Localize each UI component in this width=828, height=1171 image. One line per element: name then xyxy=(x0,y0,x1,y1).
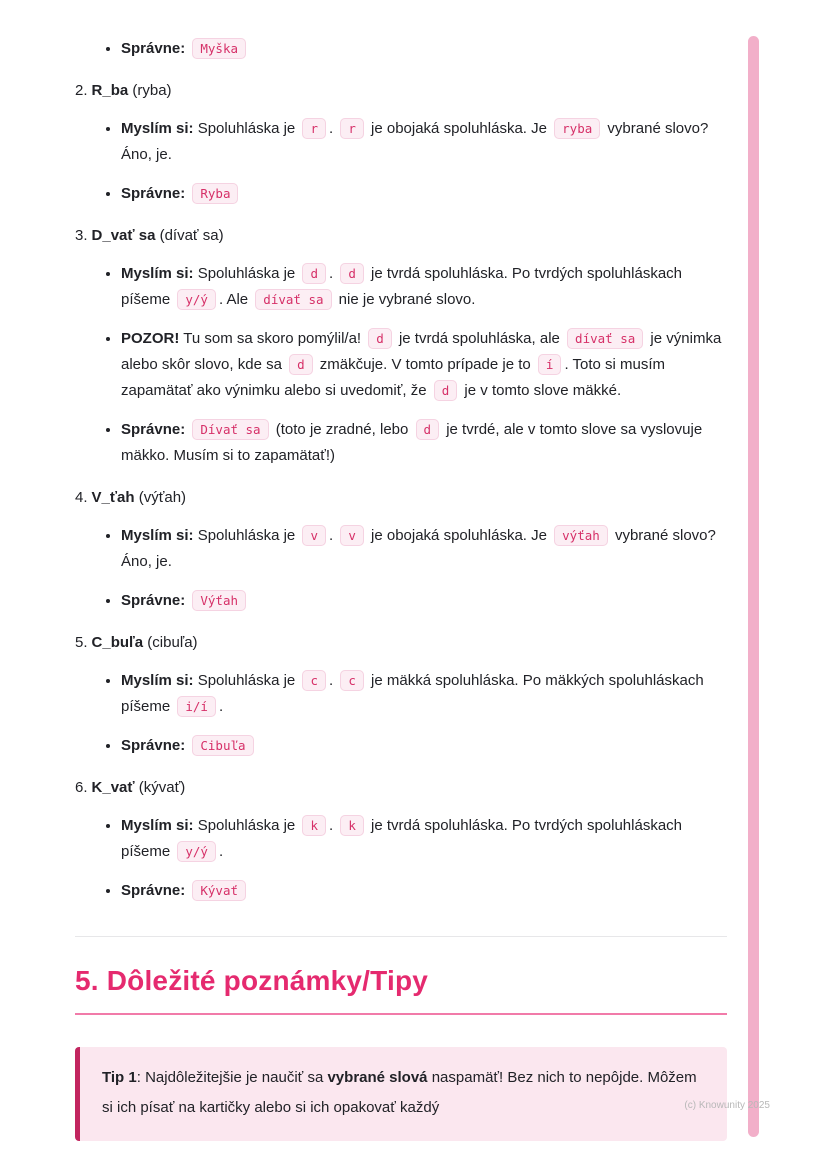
bold-text: Správne: xyxy=(121,882,186,899)
inline-code-badge: Cibuľa xyxy=(192,735,253,756)
inline-code-badge: dívať sa xyxy=(567,328,643,349)
exercise-bullet xyxy=(121,878,727,904)
exercise-item xyxy=(75,630,727,759)
exercise-heading: 5. C_buľa (cibuľa) xyxy=(75,634,198,651)
inline-code-badge: k xyxy=(340,815,364,836)
exercise-item xyxy=(75,485,727,614)
exercise-word: V_ťah xyxy=(91,489,135,506)
exercise-word: C_buľa xyxy=(91,634,144,651)
exercise-bullet: • Myslím si: Spoluhláska je k . k je tvrdá spoluhláska. Po tvrdých spoluhláskach píšeme y/ý . xyxy=(121,813,727,865)
inline-code-badge: v xyxy=(340,525,364,546)
inline-code-badge: r xyxy=(302,118,326,139)
exercise-item xyxy=(75,36,727,62)
inline-code-badge: d xyxy=(289,354,313,375)
inline-code-badge: k xyxy=(302,815,326,836)
exercise-word: R_ba xyxy=(91,82,129,99)
exercise-bullets xyxy=(75,668,727,759)
exercise-bullet xyxy=(121,588,727,614)
exercise-item xyxy=(75,775,727,904)
section-heading: 5. Dôležité poznámky/Tipy xyxy=(75,965,727,1015)
bold-text: Správne: xyxy=(121,592,186,609)
watermark: (c) Knowunity 2025 xyxy=(684,1100,770,1111)
bold-text: POZOR! xyxy=(121,330,180,347)
inline-code-badge: Ryba xyxy=(192,183,238,204)
exercise-bullet: • Myslím si: Spoluhláska je r . r je obojaká spoluhláska. Je ryba vybrané slovo? Áno, je. xyxy=(121,116,727,168)
inline-code-badge: i/í xyxy=(177,696,216,717)
inline-code-badge: d xyxy=(416,419,440,440)
bold-text: Myslím si: xyxy=(121,265,194,282)
exercise-heading: 2. R_ba (ryba) xyxy=(75,82,172,99)
exercise-item xyxy=(75,78,727,207)
exercise-bullets xyxy=(75,523,727,614)
exercise-bullet xyxy=(121,181,727,207)
document-content xyxy=(75,0,727,1141)
inline-code-badge: í xyxy=(538,354,562,375)
bold-text: Myslím si: xyxy=(121,817,194,834)
inline-code-badge: y/ý xyxy=(177,841,216,862)
inline-code-badge: c xyxy=(302,670,326,691)
exercise-heading: 6. K_vať (kývať) xyxy=(75,779,186,796)
inline-code-badge: d xyxy=(368,328,392,349)
exercise-bullets xyxy=(75,116,727,207)
exercise-bullets xyxy=(75,813,727,904)
exercise-item xyxy=(75,223,727,469)
bold-text: Správne: xyxy=(121,40,186,57)
exercise-list xyxy=(75,36,727,904)
exercise-bullet: • Správne: Dívať sa (toto je zradné, lebo d je tvrdé, ale v tomto slove sa vyslovuje mäkko. Musím si to zapamätať!) xyxy=(121,417,727,469)
bold-text: vybrané slová xyxy=(327,1069,428,1086)
exercise-heading: 4. V_ťah (výťah) xyxy=(75,489,187,506)
tip-box xyxy=(75,1047,727,1141)
exercise-bullets xyxy=(75,36,727,62)
inline-code-badge: Myška xyxy=(192,38,246,59)
inline-code-badge: d xyxy=(340,263,364,284)
bold-text: Správne: xyxy=(121,737,186,754)
inline-code-badge: r xyxy=(340,118,364,139)
page-edge-stripe xyxy=(748,36,759,1137)
exercise-number: 4. xyxy=(75,489,88,506)
inline-code-badge: Kývať xyxy=(192,880,246,901)
exercise-bullets xyxy=(75,261,727,469)
bold-text: Správne: xyxy=(121,185,186,202)
exercise-number: 6. xyxy=(75,779,88,796)
inline-code-badge: ryba xyxy=(554,118,600,139)
exercise-word: K_vať xyxy=(91,779,135,796)
exercise-heading: 3. D_vať sa (dívať sa) xyxy=(75,227,224,244)
bold-text: Tip 1 xyxy=(102,1069,137,1086)
inline-code-badge: Dívať sa xyxy=(192,419,268,440)
exercise-bullet: • Myslím si: Spoluhláska je d . d je tvrdá spoluhláska. Po tvrdých spoluhláskach píšeme y/ý . Ale dívať sa nie je vybrané slovo. xyxy=(121,261,727,313)
inline-code-badge: y/ý xyxy=(177,289,216,310)
bold-text: Myslím si: xyxy=(121,672,194,689)
inline-code-badge: d xyxy=(434,380,458,401)
bold-text: Myslím si: xyxy=(121,120,194,137)
exercise-bullet xyxy=(121,36,727,62)
exercise-number: 5. xyxy=(75,634,88,651)
inline-code-badge: c xyxy=(340,670,364,691)
inline-code-badge: d xyxy=(302,263,326,284)
exercise-bullet: • Myslím si: Spoluhláska je v . v je obojaká spoluhláska. Je výťah vybrané slovo? Áno, je. xyxy=(121,523,727,575)
section-divider xyxy=(75,936,727,937)
bold-text: Myslím si: xyxy=(121,527,194,544)
inline-code-badge: Výťah xyxy=(192,590,246,611)
exercise-word: D_vať sa xyxy=(91,227,156,244)
exercise-bullet xyxy=(121,733,727,759)
exercise-bullet: • POZOR! Tu som sa skoro pomýlil/a! d je tvrdá spoluhláska, ale dívať sa je výnimka alebo skôr slovo, kde sa d zmäkčuje. V tomto prípade je to í . Toto si musím zapamätať ako výnimku alebo si uvedomiť, že d je v tomto slove mäkké. xyxy=(121,326,727,404)
exercise-number: 2. xyxy=(75,82,88,99)
inline-code-badge: v xyxy=(302,525,326,546)
exercise-bullet: • Myslím si: Spoluhláska je c . c je mäkká spoluhláska. Po mäkkých spoluhláskach píšeme i/í . xyxy=(121,668,727,720)
tip-text: Tip 1: Najdôležitejšie je naučiť sa vybrané slová naspamäť! Bez nich to nepôjde. Môžem si ich písať na kartičky alebo si ich opakovať každý xyxy=(102,1069,697,1116)
exercise-number: 3. xyxy=(75,227,88,244)
bold-text: Správne: xyxy=(121,421,186,438)
inline-code-badge: dívať sa xyxy=(255,289,331,310)
inline-code-badge: výťah xyxy=(554,525,608,546)
